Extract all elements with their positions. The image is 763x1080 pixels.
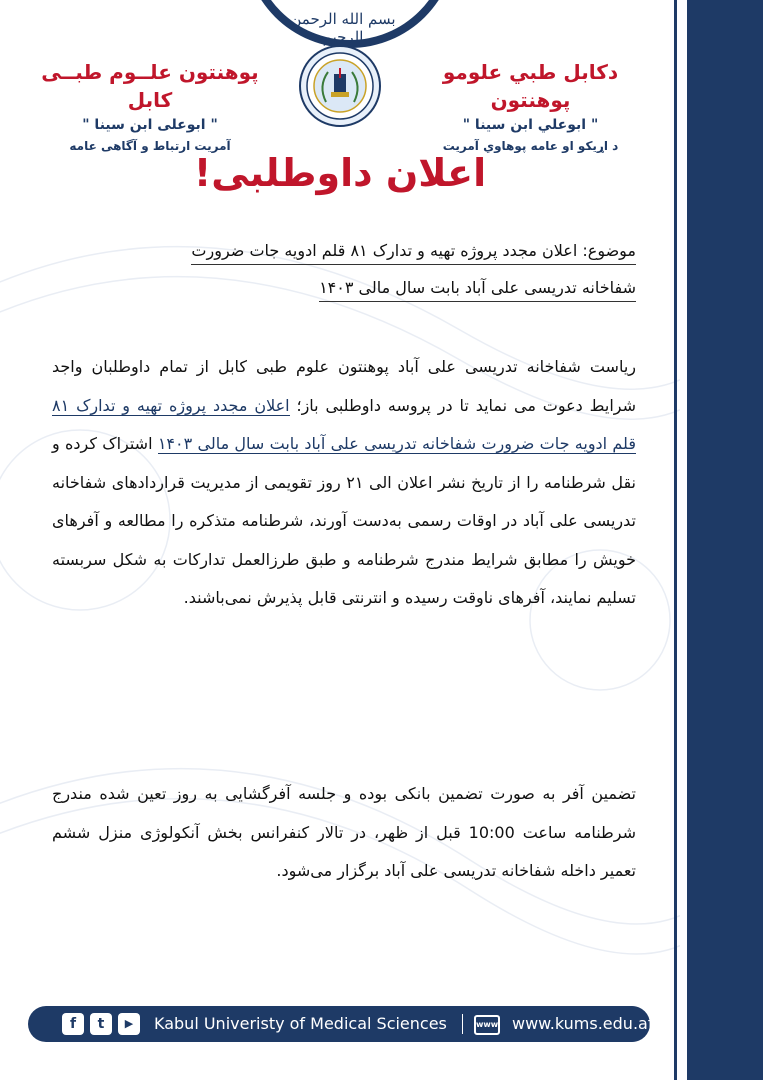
p1-text-start: ریاست شفاخانه تدریسی علی آباد پوهنتون علوم طبی کابل از تمام داوطلبان واجد شرایط دعوت می نماید تا در پروسه داوطلبی باز؛	[52, 357, 636, 415]
pashto-university-subtitle: " ابوعلي ابن سينا "	[462, 117, 599, 133]
footer-bar	[28, 1006, 654, 1042]
twitter-icon[interactable]: t	[90, 1013, 112, 1035]
facebook-icon[interactable]: f	[62, 1013, 84, 1035]
bismillah-calligraphy: بسم الله الرحمن الرحیم	[290, 10, 396, 46]
p1-project-highlight: اعلان مجدد پروژه تهیه و تدارک ۸۱ قلم ادویه جات ضرورت شفاخانه تدریسی علی آباد بابت سال مالی ۱۴۰۳	[52, 395, 636, 453]
announcement-subject	[52, 232, 636, 306]
subject-line-1: موضوع: اعلان مجدد پروژه تهیه و تدارک ۸۱ قلم ادویه جات ضرورت	[191, 241, 636, 265]
body-paragraph-1	[52, 348, 636, 618]
dari-department: آمریت ارتباط و آگاهی عامه	[69, 139, 231, 153]
announcement-title: اعلان داوطلبی!	[193, 151, 487, 195]
footer-website-link[interactable]: www.kums.edu.af	[512, 1014, 654, 1033]
header-pashto	[403, 58, 658, 156]
youtube-icon[interactable]: ▶	[118, 1013, 140, 1035]
globe-icon: www	[474, 1015, 500, 1035]
side-accent-line	[674, 0, 677, 1080]
pashto-university-title: دکابل طبي علومو پوهنتون	[442, 60, 619, 112]
p1-text-end: اشتراک کرده و نقل شرطنامه را از تاریخ نشر اعلان الی ۲۱ روز تقویمی از مدیریت قراردادهای شفاخانه تدریسی علی آباد در اوقات رسمی به‌دست آورند، شرطنامه متذکره را مطالعه و آفرهای خویش را مطابق شرایط مندرج شرطنامه و طبق طرزالعمل تدارکات به شکل سربسته تسلیم نمایند، آفرهای ناوقت رسیده و انترنتی قابل پذیرش نمی‌باشند.	[52, 434, 637, 607]
dari-university-subtitle: " ابوعلی ابن سینا "	[82, 117, 218, 133]
subject-line-2: شفاخانه تدریسی علی آباد بابت سال مالی ۱۴۰۳	[319, 278, 636, 302]
footer-divider	[462, 1014, 463, 1034]
side-stripe	[687, 0, 763, 1080]
dari-university-title: پوهنتون علــوم طبــی کابل	[41, 60, 259, 112]
footer-university-name: Kabul Univeristy of Medical Sciences	[154, 1014, 447, 1033]
header-dari	[20, 58, 280, 156]
body-paragraph-2: تضمین آفر به صورت تضمین بانکی بوده و جلسه آفرگشایی به روز تعین شده مندرج شرطنامه ساعت 10:00 قبل از ظهر، در تالار کنفرانس بخش آنکولوژی منزل ششم تعمیر داخله شفاخانه تدریسی علی آباد برگزار می‌شود.	[52, 784, 637, 880]
university-seal-logo	[298, 44, 382, 128]
pashto-department: د اړیکو او عامه پوهاوي آمریت	[442, 139, 619, 153]
